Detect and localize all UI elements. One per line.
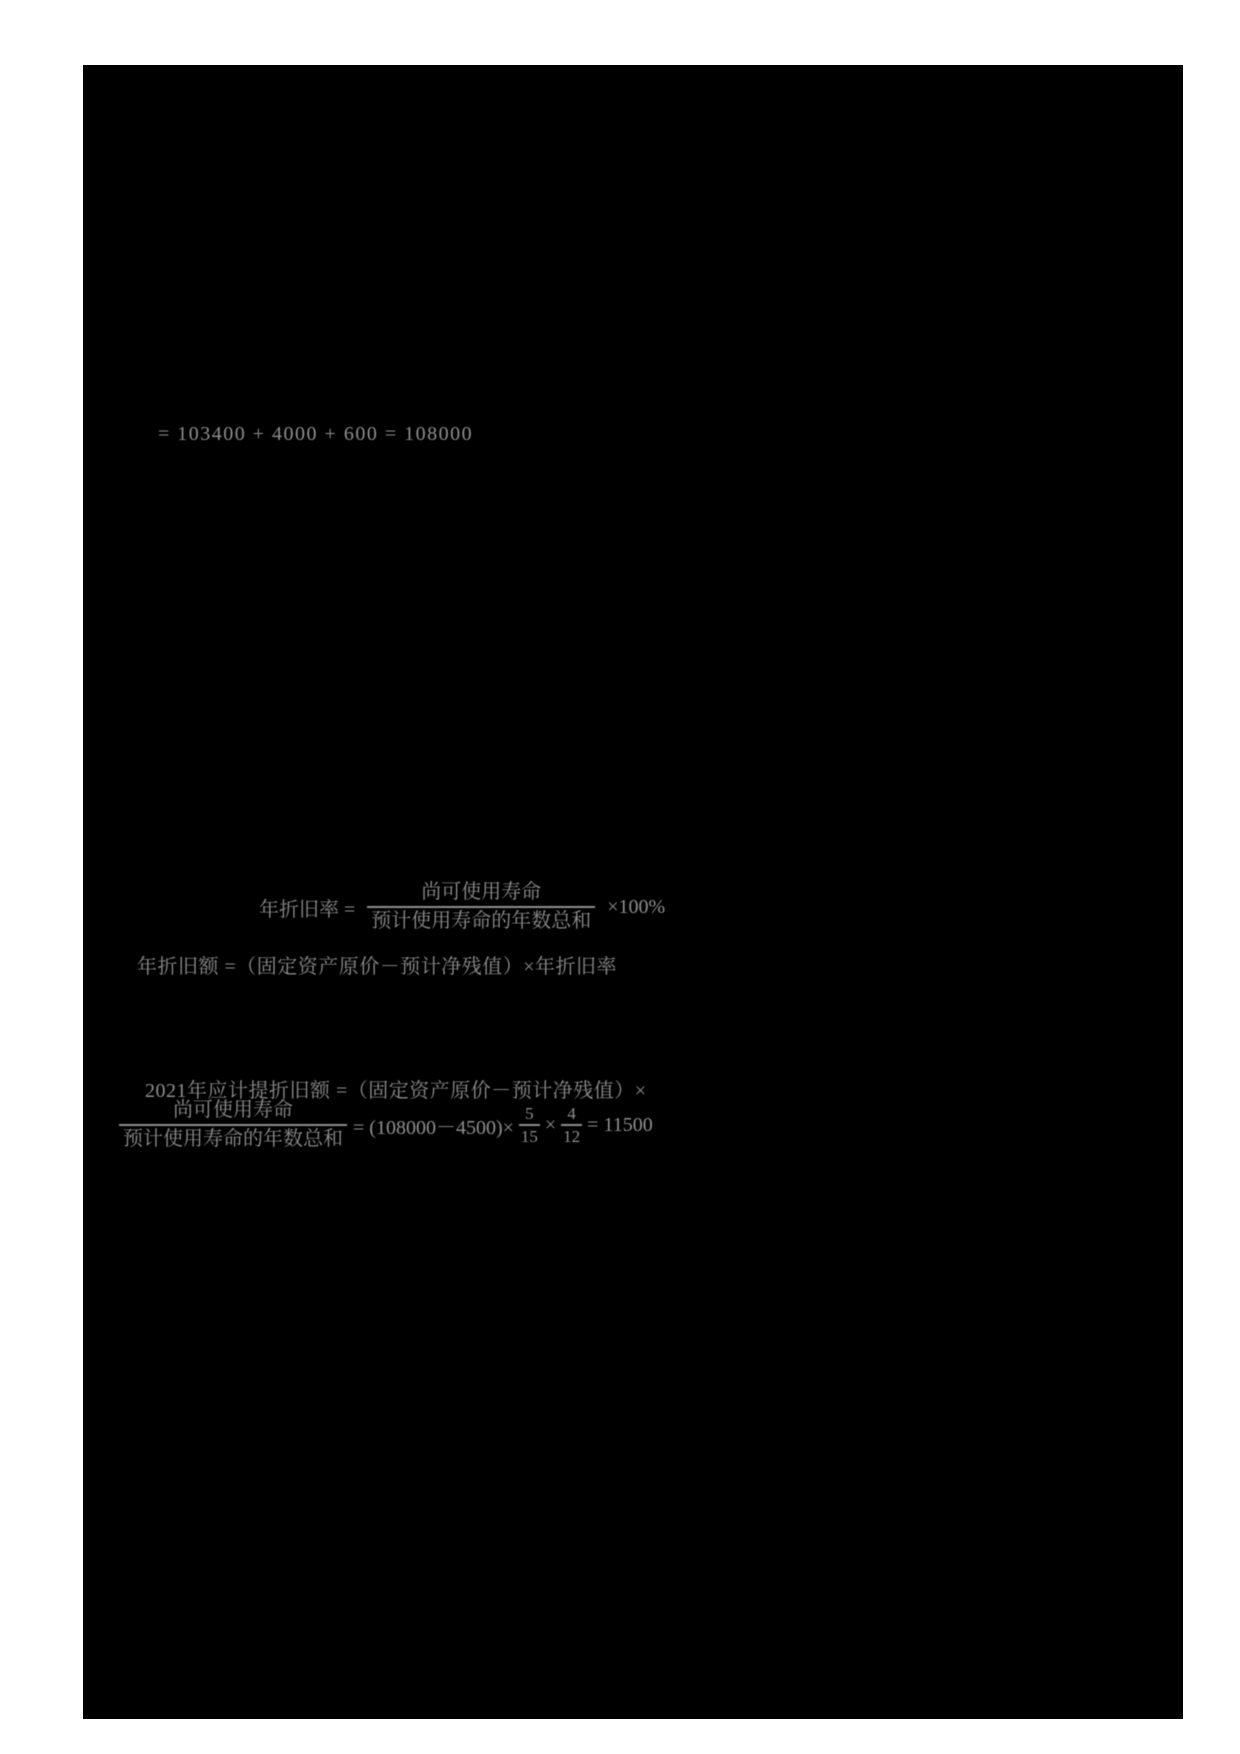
year2021-rate-fraction-numerator: 5 <box>525 1104 534 1123</box>
annual-rate-multiplier: ×100% <box>607 895 666 918</box>
year2021-rate-fraction <box>519 1105 540 1145</box>
formula-2021-depreciation-line2 <box>113 1100 653 1150</box>
formula-annual-depreciation-rate <box>253 882 671 932</box>
formula-2021-depreciation-line1: 2021年应计提折旧额 =（固定资产原价－预计净残值）× <box>145 1080 647 1102</box>
year2021-fraction-numerator: 尚可使用寿命 <box>173 1099 293 1121</box>
formula-asset-cost-sum: = 103400 + 4000 + 600 = 108000 <box>158 423 474 445</box>
year2021-calc-expression: = (108000－4500)× <box>353 1116 514 1139</box>
year2021-result: = 11500 <box>587 1113 653 1136</box>
year2021-times-sign: × <box>544 1113 557 1136</box>
annual-rate-fraction <box>367 882 595 932</box>
annual-rate-fraction-denominator: 预计使用寿命的年数总和 <box>367 906 595 932</box>
year2021-months-fraction <box>561 1105 582 1145</box>
year2021-life-fraction <box>119 1100 347 1150</box>
annual-rate-lhs: 年折旧率 = <box>259 898 356 921</box>
formula-annual-depreciation-amount: 年折旧额 =（固定资产原价－预计净残值）×年折旧率 <box>137 956 618 978</box>
year2021-months-fraction-denominator: 12 <box>561 1124 582 1145</box>
year2021-rate-fraction-denominator: 15 <box>519 1124 540 1145</box>
year2021-fraction-denominator: 预计使用寿命的年数总和 <box>119 1124 347 1150</box>
annual-rate-fraction-numerator: 尚可使用寿命 <box>421 881 542 903</box>
year2021-months-fraction-numerator: 4 <box>567 1104 576 1123</box>
